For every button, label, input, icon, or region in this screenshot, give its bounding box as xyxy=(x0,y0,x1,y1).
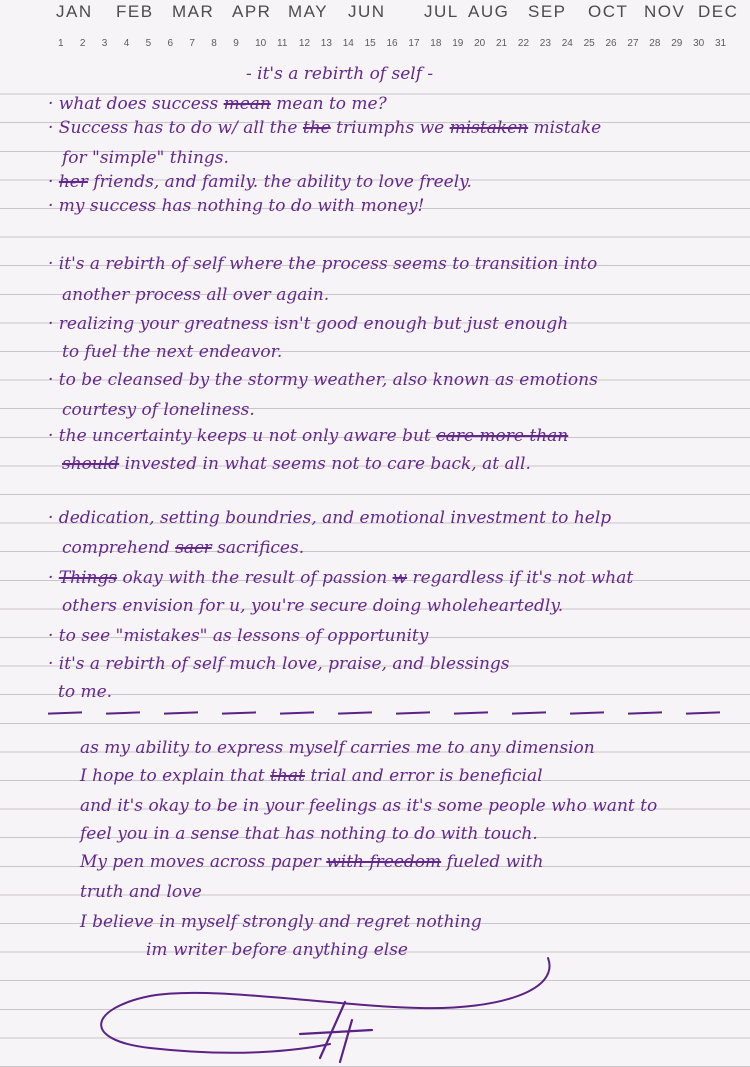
month-label: JUL xyxy=(424,2,459,21)
day-number: 29 xyxy=(671,38,683,49)
ink-text: comprehend xyxy=(62,538,176,558)
day-number: 10 xyxy=(255,38,267,49)
day-number: 31 xyxy=(715,38,727,49)
ink-text: im writer before anything else xyxy=(146,940,408,960)
day-number: 27 xyxy=(627,38,639,49)
crossed-out-word: mean xyxy=(223,94,271,114)
month-label: OCT xyxy=(588,2,629,21)
ink-text: regardless if it's not what xyxy=(407,568,634,588)
day-number: 18 xyxy=(430,38,442,49)
ink-text: fueled with xyxy=(441,852,544,872)
day-number: 1 xyxy=(58,38,64,49)
ink-text: · realizing your greatness isn't good enough but just enough xyxy=(48,314,569,334)
crossed-out-word: w xyxy=(392,568,408,588)
crossed-out-word: that xyxy=(270,766,305,786)
day-number: 5 xyxy=(145,38,152,49)
month-label: FEB xyxy=(116,2,154,21)
day-number: 17 xyxy=(408,38,420,49)
day-number: 14 xyxy=(342,38,354,49)
month-label: JUN xyxy=(348,2,386,21)
ink-text: feel you in a sense that has nothing to do with touch. xyxy=(80,824,538,844)
ink-text: as my ability to express myself carries me to any dimension xyxy=(80,738,595,758)
ink-text: sacrifices. xyxy=(211,538,305,558)
ink-text: · xyxy=(48,172,59,192)
ink-text: · it's a rebirth of self where the process seems to transition into xyxy=(48,254,598,274)
day-number: 9 xyxy=(233,38,239,49)
day-number: 19 xyxy=(452,38,464,49)
crossed-out-word: her xyxy=(58,172,88,192)
day-number: 28 xyxy=(649,38,661,49)
day-number: 7 xyxy=(189,38,195,49)
ink-text: · to see "mistakes" as lessons of opportunity xyxy=(48,626,429,646)
month-label: JAN xyxy=(56,2,93,21)
day-number: 2 xyxy=(79,38,86,49)
crossed-out-word: should xyxy=(62,454,120,474)
crossed-out-word: the xyxy=(302,118,331,138)
day-number: 15 xyxy=(364,38,376,49)
month-label: MAR xyxy=(172,2,215,21)
x-mark xyxy=(300,1002,372,1062)
ink-text: I believe in myself strongly and regret nothing xyxy=(80,912,482,932)
day-number: 11 xyxy=(277,38,288,49)
ink-text: to fuel the next endeavor. xyxy=(62,342,283,362)
day-number: 22 xyxy=(517,38,530,49)
day-number: 25 xyxy=(583,38,595,49)
day-number: 6 xyxy=(167,38,174,49)
ink-text: invested in what seems not to care back, at all. xyxy=(119,454,531,474)
ink-text: and it's okay to be in your feelings as it's some people who want to xyxy=(80,796,658,816)
day-number: 12 xyxy=(298,38,311,49)
ink-text: · what does success xyxy=(48,94,224,114)
ink-text: okay with the result of passion xyxy=(117,568,393,588)
crossed-out-word: sacr xyxy=(175,538,212,558)
ink-text: friends, and family. the ability to love freely. xyxy=(87,172,472,192)
ink-text: mean to me? xyxy=(270,94,387,114)
crossed-out-word: with freedom xyxy=(326,852,442,872)
day-number: 20 xyxy=(474,38,486,49)
day-number: 23 xyxy=(539,38,551,49)
month-label: AUG xyxy=(468,2,510,21)
swirl-stroke xyxy=(101,958,549,1053)
day-number: 13 xyxy=(320,38,332,49)
month-label: SEP xyxy=(528,2,567,21)
ink-text: My pen moves across paper xyxy=(80,852,327,872)
day-number: 24 xyxy=(561,38,573,49)
ink-text: · dedication, setting boundries, and emotional investment to help xyxy=(48,508,612,528)
ink-text: mistake xyxy=(528,118,602,138)
month-label: NOV xyxy=(644,2,686,21)
day-number: 16 xyxy=(386,38,398,49)
ink-text: · Success has to do w/ all the xyxy=(48,118,303,138)
ink-text: truth and love xyxy=(80,882,202,902)
day-number: 4 xyxy=(123,38,130,49)
ink-text: trial and error is beneficial xyxy=(304,766,543,786)
crossed-out-word: mistaken xyxy=(449,118,529,138)
ink-text: - it's a rebirth of self - xyxy=(246,64,434,84)
crossed-out-word: Things xyxy=(58,568,118,588)
day-number: 30 xyxy=(693,38,705,49)
ink-text: · to be cleansed by the stormy weather, also known as emotions xyxy=(48,370,598,390)
day-number: 26 xyxy=(605,38,617,49)
ink-text: I hope to explain that xyxy=(80,766,271,786)
month-label: DEC xyxy=(698,2,739,21)
ink-text: another process all over again. xyxy=(62,285,330,305)
month-label: APR xyxy=(232,2,272,21)
ink-text: for "simple" things. xyxy=(62,148,229,168)
ink-text: to me. xyxy=(58,682,113,702)
day-number: 21 xyxy=(496,38,508,49)
ink-text: · the uncertainty keeps u not only aware but xyxy=(48,426,437,446)
ink-text: · my success has nothing to do with money! xyxy=(48,196,425,216)
month-label: MAY xyxy=(288,2,329,21)
ink-text: others envision for u, you're secure doing wholeheartedly. xyxy=(62,596,564,616)
ink-text: courtesy of loneliness. xyxy=(62,400,255,420)
ink-text: · xyxy=(48,568,59,588)
ink-text: · it's a rebirth of self much love, praise, and blessings xyxy=(48,654,510,674)
crossed-out-word: care more than xyxy=(436,426,569,446)
ink-text: triumphs we xyxy=(330,118,450,138)
day-number: 8 xyxy=(211,38,217,49)
day-number: 3 xyxy=(101,38,108,49)
